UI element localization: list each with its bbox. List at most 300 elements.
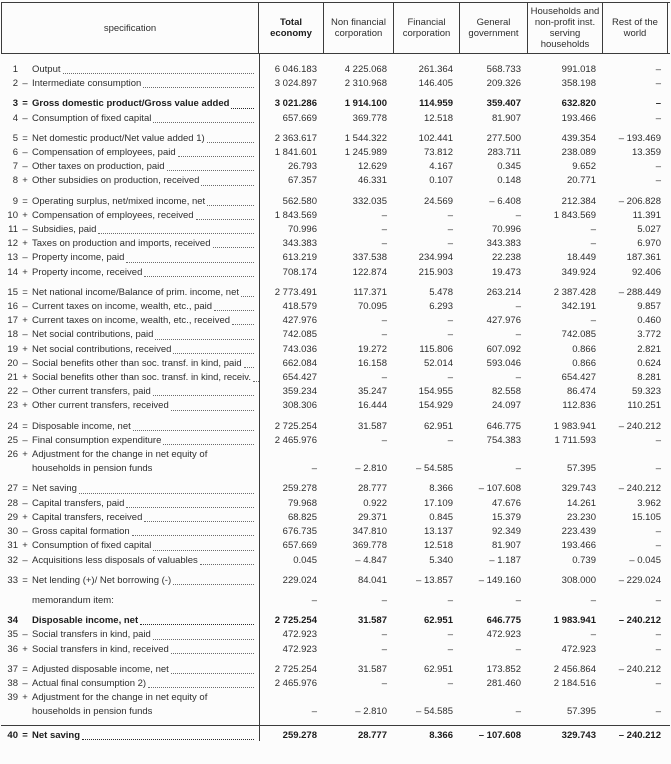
table-row <box>1 729 670 743</box>
row-label-text: Compensation of employees, paid <box>32 147 176 159</box>
value-financial-corp: 4.167 <box>429 161 453 173</box>
value-non-financial-corp: 16.158 <box>357 357 387 369</box>
row-operator: – <box>22 677 28 689</box>
row-label-line <box>32 286 255 300</box>
value-households-npish: 212.384 <box>561 195 596 207</box>
value-financial-corp: 52.014 <box>423 357 453 369</box>
spec-cell <box>1 77 259 91</box>
dotted-leader <box>171 410 254 411</box>
row-label-line <box>32 371 255 385</box>
value-total-economy: 26.793 <box>287 161 317 173</box>
row-number: 35 <box>7 629 18 641</box>
table-row <box>1 209 670 223</box>
value-households-npish: 329.743 <box>561 729 596 741</box>
table-row <box>1 677 670 691</box>
value-households-npish: 632.820 <box>561 98 596 110</box>
row-label <box>32 112 255 126</box>
row-label <box>32 97 255 111</box>
value-financial-corp: 215.903 <box>418 266 453 278</box>
row-operator: + <box>22 400 28 412</box>
row-number: 40 <box>7 729 18 741</box>
row-number: 3 <box>12 98 18 110</box>
table-row <box>1 371 670 385</box>
table-row <box>1 482 670 496</box>
value-financial-corp: 0.845 <box>429 511 453 523</box>
spec-cell <box>1 729 259 743</box>
spec-cell <box>1 594 259 608</box>
value-total-economy: 613.219 <box>282 252 317 264</box>
header-general-government: General government <box>460 3 528 53</box>
dotted-leader <box>143 87 254 88</box>
row-label-text: Intermediate consumption <box>32 78 142 90</box>
value-financial-corp: 8.366 <box>429 729 453 741</box>
value-non-financial-corp: – <box>381 643 387 655</box>
value-general-government: – <box>515 209 521 221</box>
value-households-npish: 20.771 <box>566 175 596 187</box>
value-rest-of-world: – 240.212 <box>618 420 661 432</box>
value-rest-of-world: 3.962 <box>637 497 661 509</box>
row-label <box>32 160 255 174</box>
value-total-economy: 2 465.976 <box>274 677 317 689</box>
dotted-leader <box>126 507 254 508</box>
value-households-npish: 238.089 <box>561 147 596 159</box>
row-number: 8 <box>12 175 18 187</box>
value-rest-of-world: 59.323 <box>631 386 661 398</box>
value-total-economy: – <box>311 594 317 606</box>
dotted-leader <box>207 205 254 206</box>
row-label-line <box>32 174 255 188</box>
row-label-text: Net social contributions, paid <box>32 329 154 341</box>
value-general-government: 607.092 <box>486 343 521 355</box>
value-non-financial-corp: 16.444 <box>357 400 387 412</box>
value-rest-of-world: – <box>655 540 661 552</box>
table-row <box>1 146 670 160</box>
row-label <box>32 237 255 251</box>
spec-cell <box>1 146 259 160</box>
value-general-government: – <box>515 594 521 606</box>
row-number: 30 <box>7 526 18 538</box>
table-row <box>1 328 670 342</box>
row-label-line <box>32 574 255 588</box>
row-label-line <box>32 237 255 251</box>
row-operator: – <box>22 526 28 538</box>
row-label-line <box>32 314 255 328</box>
row-operator: = <box>22 195 28 207</box>
dotted-leader <box>163 444 254 445</box>
value-households-npish: 0.739 <box>572 554 596 566</box>
value-households-npish: 0.866 <box>572 357 596 369</box>
value-rest-of-world: 8.281 <box>637 372 661 384</box>
row-label <box>32 63 255 77</box>
table-row <box>1 594 670 608</box>
row-label-text: Current taxes on income, wealth, etc., paid <box>32 301 213 313</box>
value-total-economy: 742.085 <box>282 329 317 341</box>
row-number: 11 <box>8 224 18 236</box>
value-total-economy: 3 021.286 <box>274 98 317 110</box>
row-label-line <box>32 497 255 511</box>
table-row <box>1 160 670 174</box>
row-number: 38 <box>7 677 18 689</box>
row-label-line <box>32 448 255 462</box>
value-total-economy: 68.825 <box>287 511 317 523</box>
row-label-text: Consumption of fixed capital <box>32 540 152 552</box>
value-total-economy: 2 363.617 <box>274 132 317 144</box>
row-operator: + <box>22 175 28 187</box>
table-row <box>1 112 670 126</box>
value-general-government: 263.214 <box>486 286 521 298</box>
row-label-line <box>32 663 255 677</box>
value-households-npish: 2 387.428 <box>553 286 596 298</box>
row-number: 27 <box>7 483 18 495</box>
value-rest-of-world: – <box>655 434 661 446</box>
row-number: 15 <box>7 286 18 298</box>
row-label-line <box>32 705 255 719</box>
value-total-economy: 654.427 <box>282 372 317 384</box>
row-label-text: Net saving <box>32 483 77 495</box>
row-number: 5 <box>12 132 18 144</box>
spec-cell <box>1 266 259 280</box>
value-total-economy: 259.278 <box>282 483 317 495</box>
row-label-line <box>32 328 255 342</box>
row-label <box>32 357 255 371</box>
table-row <box>1 628 670 642</box>
spec-cell <box>1 237 259 251</box>
value-financial-corp: 5.478 <box>429 286 453 298</box>
value-total-economy: 308.306 <box>282 400 317 412</box>
value-rest-of-world: – <box>655 78 661 90</box>
value-general-government: 283.711 <box>487 147 521 159</box>
value-rest-of-world: – <box>655 161 661 173</box>
value-rest-of-world: 9.857 <box>637 301 661 313</box>
spec-cell <box>1 357 259 371</box>
table-row <box>1 399 670 413</box>
value-general-government: 15.379 <box>491 511 521 523</box>
spec-cell <box>1 223 259 237</box>
row-label-text: Current taxes on income, wealth, etc., received <box>32 315 231 327</box>
row-label <box>32 525 255 539</box>
dotted-leader <box>82 739 254 740</box>
table-row <box>1 223 670 237</box>
row-operator: – <box>22 329 28 341</box>
value-total-economy: 2 773.491 <box>274 286 317 298</box>
value-non-financial-corp: – 2.810 <box>355 706 387 718</box>
row-label <box>32 497 255 511</box>
row-operator: = <box>22 663 28 675</box>
row-number: 22 <box>7 386 18 398</box>
spec-cell <box>1 300 259 314</box>
row-label-line <box>32 554 255 568</box>
value-total-economy: 70.996 <box>287 224 317 236</box>
spec-cell <box>1 574 259 588</box>
row-label <box>32 643 255 657</box>
value-non-financial-corp: 19.272 <box>357 343 387 355</box>
row-number: 12 <box>7 238 18 250</box>
row-label-line <box>32 97 255 111</box>
value-total-economy: 3 024.897 <box>274 78 317 90</box>
spec-cell <box>1 286 259 300</box>
spec-cell <box>1 195 259 209</box>
table-row <box>1 357 670 371</box>
row-label <box>32 77 255 91</box>
dotted-leader <box>231 108 254 109</box>
value-general-government: 427.976 <box>486 315 521 327</box>
value-households-npish: 2 456.864 <box>553 663 596 675</box>
row-label <box>32 482 255 496</box>
value-rest-of-world: – <box>655 594 661 606</box>
value-households-npish: – <box>590 315 596 327</box>
value-financial-corp: 154.955 <box>418 386 453 398</box>
value-general-government: 19.473 <box>491 266 521 278</box>
value-general-government: 472.923 <box>486 629 521 641</box>
value-households-npish: – <box>590 238 596 250</box>
spec-cell <box>1 385 259 399</box>
row-label-text: Social benefits other than soc. transf. in kind, paid <box>32 357 242 369</box>
row-label <box>32 343 255 357</box>
value-rest-of-world: – <box>655 112 661 124</box>
value-rest-of-world: 15.105 <box>631 511 661 523</box>
header-specification: specification <box>1 3 259 53</box>
value-total-economy: 472.923 <box>282 643 317 655</box>
row-operator: + <box>22 315 28 327</box>
value-households-npish: 329.743 <box>561 483 596 495</box>
value-financial-corp: 8.366 <box>429 483 453 495</box>
value-total-economy: 418.579 <box>282 301 317 313</box>
value-rest-of-world: 6.970 <box>637 238 661 250</box>
row-number: 10 <box>7 209 18 221</box>
spec-cell <box>1 434 259 448</box>
value-rest-of-world: 2.821 <box>637 343 661 355</box>
row-label <box>32 223 255 237</box>
row-label-line <box>32 614 255 628</box>
table-row <box>1 174 670 188</box>
value-non-financial-corp: 35.247 <box>357 386 387 398</box>
row-operator: – <box>22 224 28 236</box>
value-financial-corp: – <box>447 315 453 327</box>
value-general-government: 0.345 <box>497 161 521 173</box>
row-label-line <box>32 223 255 237</box>
value-general-government: 22.238 <box>491 252 521 264</box>
row-operator: = <box>22 574 28 586</box>
value-households-npish: 742.085 <box>561 329 596 341</box>
table-row <box>1 251 670 265</box>
value-non-financial-corp: 28.777 <box>357 729 387 741</box>
row-label-line <box>32 132 255 146</box>
spec-cell <box>1 539 259 553</box>
value-non-financial-corp: 4 225.068 <box>344 64 387 75</box>
row-label <box>32 677 255 691</box>
value-households-npish: – <box>590 224 596 236</box>
value-financial-corp: 114.959 <box>419 98 453 110</box>
row-label-line <box>32 511 255 525</box>
row-operator: + <box>22 511 28 523</box>
value-financial-corp: – <box>447 434 453 446</box>
row-operator: – <box>22 554 28 566</box>
value-general-government: – 107.608 <box>478 729 521 741</box>
value-households-npish: 112.836 <box>562 400 596 412</box>
row-label <box>32 174 255 188</box>
value-total-economy: 2 725.254 <box>274 663 317 675</box>
table-row <box>1 77 670 91</box>
value-financial-corp: – 54.585 <box>416 706 453 718</box>
row-number: 32 <box>7 554 18 566</box>
dotted-leader <box>171 673 254 674</box>
row-label-text: households in pension funds <box>32 463 153 475</box>
value-non-financial-corp: – <box>381 372 387 384</box>
row-label-text: Property income, received <box>32 266 143 278</box>
dotted-leader <box>167 170 254 171</box>
row-number: 2 <box>12 78 18 90</box>
row-label-line <box>32 482 255 496</box>
row-label-text: Acquisitions less disposals of valuables <box>32 554 198 566</box>
row-operator: + <box>22 266 28 278</box>
row-number: 14 <box>7 266 18 278</box>
row-label-text: Consumption of fixed capital <box>32 112 152 124</box>
value-general-government: 81.907 <box>491 540 521 552</box>
value-non-financial-corp: 28.777 <box>357 483 387 495</box>
header-total-economy: Total economy <box>259 3 324 53</box>
spec-cell <box>1 448 259 476</box>
dotted-leader <box>148 687 254 688</box>
row-label-line <box>32 357 255 371</box>
value-non-financial-corp: 0.922 <box>363 497 387 509</box>
value-non-financial-corp: 1 245.989 <box>344 147 387 159</box>
row-label <box>32 539 255 553</box>
row-operator: – <box>22 629 28 641</box>
value-total-economy: 2 725.254 <box>274 615 317 627</box>
row-operator: + <box>22 343 28 355</box>
value-financial-corp: 146.405 <box>418 78 453 90</box>
spec-cell <box>1 677 259 691</box>
dotted-leader <box>232 324 254 325</box>
row-label-text: Subsidies, paid <box>32 224 97 236</box>
value-total-economy: 472.923 <box>282 629 317 641</box>
value-general-government: 0.148 <box>497 175 521 187</box>
value-total-economy: 427.976 <box>282 315 317 327</box>
value-non-financial-corp: 347.810 <box>352 526 387 538</box>
table-row <box>1 237 670 251</box>
value-households-npish: 193.466 <box>561 540 596 552</box>
table-row <box>1 63 670 77</box>
value-rest-of-world: 13.359 <box>631 147 661 159</box>
value-non-financial-corp: 122.874 <box>352 266 387 278</box>
table-header-row <box>1 2 670 54</box>
value-financial-corp: – <box>447 372 453 384</box>
section-divider-line <box>1 725 670 726</box>
row-label-line <box>32 300 255 314</box>
row-label <box>32 691 255 719</box>
row-label-line <box>32 77 255 91</box>
row-label-text: Social transfers in kind, received <box>32 643 169 655</box>
value-financial-corp: 62.951 <box>423 615 453 627</box>
row-number: 25 <box>7 434 18 446</box>
value-rest-of-world: – <box>655 526 661 538</box>
row-label-text: households in pension funds <box>32 706 153 718</box>
row-label <box>32 729 255 743</box>
row-label-text: Disposable income, net <box>32 615 139 627</box>
row-operator: = <box>22 132 28 144</box>
row-label-text: Net domestic product/Net value added 1) <box>32 132 205 144</box>
value-households-npish: – <box>590 594 596 606</box>
national-accounts-table <box>1 2 670 743</box>
spec-cell <box>1 482 259 496</box>
row-label-text: Gross capital formation <box>32 526 130 538</box>
row-label-text: Gross domestic product/Gross value added <box>32 98 230 110</box>
value-financial-corp: 17.109 <box>423 497 453 509</box>
spec-cell <box>1 643 259 657</box>
row-label-text: Adjustment for the change in net equity of <box>32 692 208 704</box>
table-row <box>1 266 670 280</box>
value-non-financial-corp: – <box>381 329 387 341</box>
value-financial-corp: 62.951 <box>423 663 453 675</box>
row-label <box>32 434 255 448</box>
row-operator: = <box>22 286 28 298</box>
row-label-text: Actual final consumption 2) <box>32 677 147 689</box>
row-number: 20 <box>7 357 18 369</box>
value-rest-of-world: – <box>655 643 661 655</box>
value-total-economy: – <box>311 463 317 475</box>
spec-cell <box>1 63 259 77</box>
value-non-financial-corp: 12.629 <box>357 161 387 173</box>
value-general-government: – 107.608 <box>478 483 521 495</box>
row-label <box>32 314 255 328</box>
spec-cell <box>1 691 259 719</box>
row-number: 18 <box>7 329 18 341</box>
row-number: 39 <box>7 692 18 704</box>
row-number: 7 <box>12 161 18 173</box>
row-operator: – <box>22 497 28 509</box>
value-general-government: 646.775 <box>486 420 521 432</box>
row-operator: – <box>22 112 28 124</box>
spec-cell <box>1 399 259 413</box>
row-label <box>32 266 255 280</box>
value-financial-corp: 12.518 <box>423 112 453 124</box>
row-number: 19 <box>7 343 18 355</box>
row-label <box>32 614 255 628</box>
spec-cell <box>1 132 259 146</box>
value-financial-corp: – <box>447 224 453 236</box>
row-operator: = <box>22 420 28 432</box>
value-households-npish: 1 711.593 <box>554 434 596 446</box>
row-operator: = <box>22 98 28 110</box>
spec-cell <box>1 525 259 539</box>
dotted-leader <box>173 584 254 585</box>
value-general-government: 82.558 <box>491 386 521 398</box>
value-non-financial-corp: 2 310.968 <box>344 78 387 90</box>
row-label-text: memorandum item: <box>32 594 114 606</box>
value-rest-of-world: – 240.212 <box>618 729 661 741</box>
table-row <box>1 97 670 111</box>
row-label <box>32 286 255 300</box>
row-label-text: Net social contributions, received <box>32 343 172 355</box>
row-label-text: Final consumption expenditure <box>32 434 162 446</box>
value-households-npish: 439.354 <box>561 132 596 144</box>
value-households-npish: 86.474 <box>566 386 596 398</box>
value-total-economy: 1 841.601 <box>274 147 317 159</box>
value-rest-of-world: – <box>655 706 661 718</box>
value-households-npish: 57.395 <box>566 706 596 718</box>
row-operator: + <box>22 372 28 384</box>
spec-cell <box>1 174 259 188</box>
value-non-financial-corp: 369.778 <box>352 540 387 552</box>
table-row <box>1 614 670 628</box>
value-general-government: – <box>515 643 521 655</box>
row-label-text: Other taxes on production, paid <box>32 161 165 173</box>
value-non-financial-corp: 1 914.100 <box>344 98 387 110</box>
value-general-government: 173.852 <box>486 663 521 675</box>
value-total-economy: 743.036 <box>282 343 317 355</box>
row-label-text: Compensation of employees, received <box>32 209 194 221</box>
row-label-text: Other subsidies on production, received <box>32 175 200 187</box>
